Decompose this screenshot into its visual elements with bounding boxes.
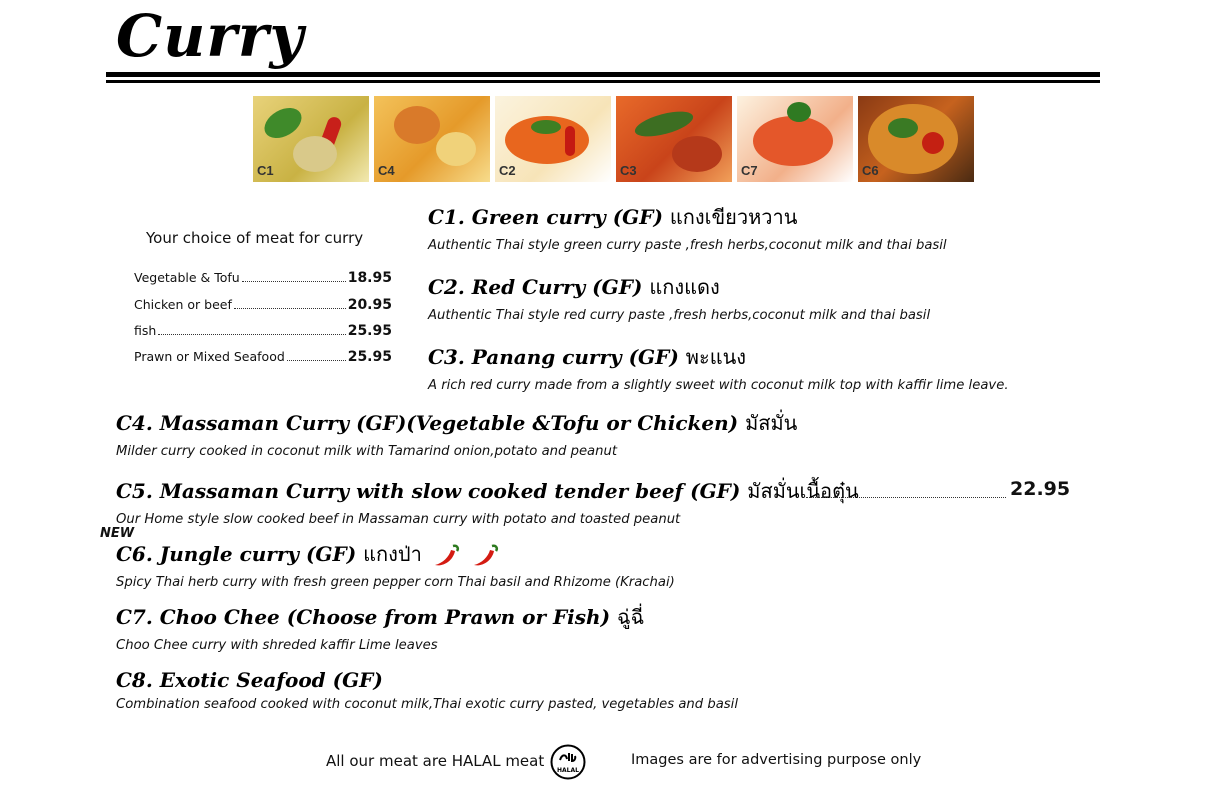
dish-name: C8. Exotic Seafood (GF) [116, 668, 383, 692]
halal-logo-icon [550, 744, 586, 780]
dish-price: 22.95 [1010, 478, 1071, 500]
dish-c4 [116, 407, 797, 459]
title-rule-thick [106, 72, 1100, 77]
dish-name: C3. Panang curry (GF) [428, 345, 679, 369]
dish-description: Spicy Thai herb curry with fresh green pepper corn Thai basil and Rhizome (Krachai) [116, 575, 675, 590]
meat-price: 25.95 [347, 349, 392, 365]
meat-name: Vegetable & Tofu [134, 270, 240, 285]
dish-thai-name: พะแนง [685, 345, 747, 369]
chili-icon [472, 543, 500, 569]
dish-c5 [116, 475, 859, 527]
dish-name: C2. Red Curry (GF) [428, 275, 643, 299]
image-disclaimer: Images are for advertising purpose only [631, 752, 922, 768]
meat-name: Chicken or beef [134, 297, 232, 312]
meat-price: 18.95 [347, 270, 392, 286]
dish-thai-name: แกงเขียวหวาน [669, 205, 798, 229]
dish-title [116, 668, 738, 692]
dish-description: A rich red curry made from a slightly sweet with coconut milk top with kaffir lime leave. [428, 378, 1009, 393]
leader-dots [806, 497, 1006, 498]
dish-c6 [116, 538, 675, 590]
dish-title [116, 601, 644, 633]
dish-description: Combination seafood cooked with coconut milk,Thai exotic curry pasted, vegetables and basil [116, 697, 738, 712]
dish-thai-name: มัสมั่นเนื้อตุ๋น [747, 479, 859, 503]
leader-dots [158, 324, 345, 335]
photo-label: C2 [499, 163, 516, 178]
dish-c3 [428, 341, 1009, 393]
halal-note: All our meat are HALAL meat [326, 752, 545, 770]
dish-description: Milder curry cooked in coconut milk with Tamarind onion,potato and peanut [116, 444, 618, 459]
photo-label: C4 [378, 163, 395, 178]
meat-name: Prawn or Mixed Seafood [134, 349, 285, 364]
photo-label: C6 [862, 163, 879, 178]
leader-dots [287, 350, 346, 361]
dish-description: Choo Chee curry with shreded kaffir Lime leaves [116, 638, 438, 653]
dish-name: C5. Massaman Curry with slow cooked tender beef (GF) [116, 479, 741, 503]
title-rule-thin [106, 80, 1100, 83]
photo-c1 [253, 96, 369, 182]
page-title: Curry [116, 2, 305, 70]
photo-c6 [858, 96, 974, 182]
meat-row [134, 270, 392, 288]
meat-row [134, 323, 392, 341]
halal-logo-text: HALAL [557, 767, 579, 774]
photo-c4 [374, 96, 490, 182]
dish-thai-name: ฉู่ฉี่ [617, 605, 645, 629]
meat-price: 20.95 [347, 297, 392, 313]
meat-name: fish [134, 323, 157, 338]
dish-description: Authentic Thai style green curry paste ,fresh herbs,coconut milk and thai basil [428, 238, 947, 253]
leader-dots [234, 298, 346, 309]
dish-thai-name: มัสมั่น [745, 411, 798, 435]
photo-c2 [495, 96, 611, 182]
meat-choice-heading: Your choice of meat for curry [146, 229, 364, 247]
dish-c2 [428, 271, 930, 323]
new-tag: NEW [100, 526, 135, 541]
meat-price: 25.95 [347, 323, 392, 339]
dish-title [428, 201, 947, 233]
dish-name: C1. Green curry (GF) [428, 205, 663, 229]
dish-name: C4. Massaman Curry (GF)(Vegetable &Tofu or Chicken) [116, 411, 739, 435]
photo-c7 [737, 96, 853, 182]
dish-name: C6. Jungle curry (GF) [116, 542, 357, 566]
dish-title [116, 407, 797, 439]
photo-label: C3 [620, 163, 637, 178]
dish-name: C7. Choo Chee (Choose from Prawn or Fish) [116, 605, 611, 629]
leader-dots [242, 271, 346, 282]
meat-row [134, 297, 392, 315]
dish-c8 [116, 668, 738, 712]
meat-row [134, 349, 392, 367]
dish-title [116, 475, 859, 507]
photo-label: C7 [741, 163, 758, 178]
dish-description: Our Home style slow cooked beef in Massaman curry with potato and toasted peanut [116, 512, 681, 527]
dish-title [428, 271, 930, 303]
dish-c7 [116, 601, 644, 653]
dish-thai-name: แกงป่า [363, 542, 422, 566]
photo-label: C1 [257, 163, 274, 178]
dish-thai-name: แกงแดง [649, 275, 720, 299]
photo-c3 [616, 96, 732, 182]
dish-title [428, 341, 1009, 373]
dish-title [116, 538, 675, 570]
dish-description: Authentic Thai style red curry paste ,fresh herbs,coconut milk and thai basil [428, 308, 931, 323]
chili-icon [433, 543, 461, 569]
dish-c1 [428, 201, 947, 253]
